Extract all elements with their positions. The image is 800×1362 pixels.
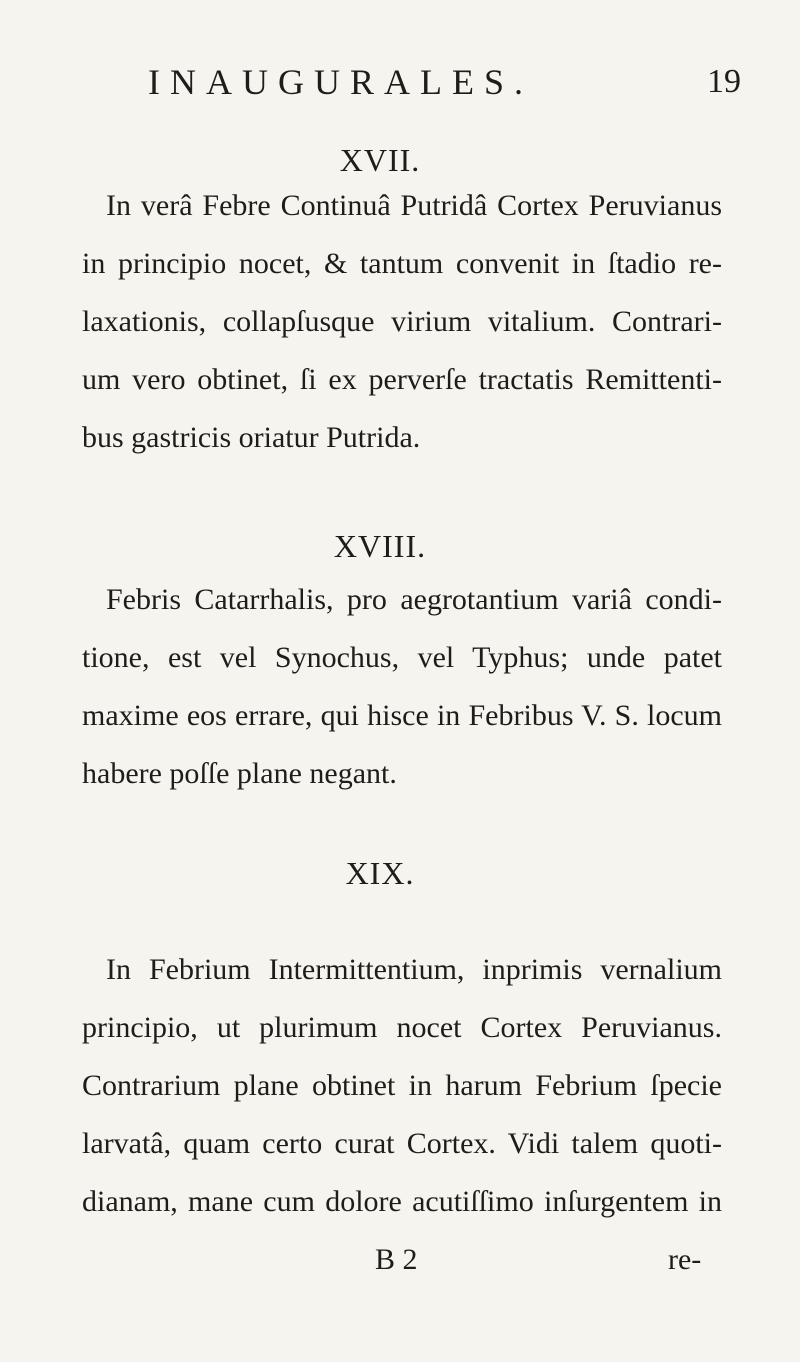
text-line: In verâ Febre Continuâ Putridâ Cortex Peruvianus: [106, 189, 722, 222]
text-line: laxationis, collapſusque virium vitalium. Contrari-: [82, 305, 722, 338]
text-line: principio, ut plurimum nocet Cortex Peruvianus.: [82, 1011, 722, 1044]
text-line: bus gastricis oriatur Putrida.: [82, 421, 421, 454]
section-heading-xviii: XVIII.: [333, 528, 427, 564]
text-line: habere poſſe plane negant.: [82, 757, 397, 790]
signature-mark: B 2: [375, 1243, 418, 1276]
text-line: in principio nocet, & tantum convenit in ſtadio re-: [82, 247, 722, 280]
text-line: Contrarium plane obtinet in harum Febrium ſpecie: [82, 1069, 722, 1102]
text-line: tione, est vel Synochus, vel Typhus; unde patet: [82, 641, 722, 674]
text-line: larvatâ, quam certo curat Cortex. Vidi talem quoti-: [82, 1127, 722, 1160]
section-body-xix: [82, 941, 722, 1231]
text-line: dianam, mane cum dolore acutiſſimo inſurgentem in: [82, 1185, 722, 1218]
section-body-xvii: [82, 177, 722, 467]
text-line: um vero obtinet, ſi ex perverſe tractatis Remittenti-: [82, 363, 722, 396]
section-body-xviii: [82, 571, 722, 803]
section-heading-xix: XIX.: [345, 855, 415, 891]
text-line: maxime eos errare, qui hisce in Febribus V. S. locum: [82, 699, 722, 732]
page-number: 19: [707, 63, 741, 100]
text-line: In Febrium Intermittentium, inprimis vernalium: [106, 953, 722, 986]
catchword: re-: [668, 1243, 702, 1276]
running-title: INAUGURALES.: [148, 62, 533, 102]
text-line: Febris Catarrhalis, pro aegrotantium variâ condi-: [106, 583, 722, 616]
section-heading-xvii: XVII.: [339, 142, 421, 178]
